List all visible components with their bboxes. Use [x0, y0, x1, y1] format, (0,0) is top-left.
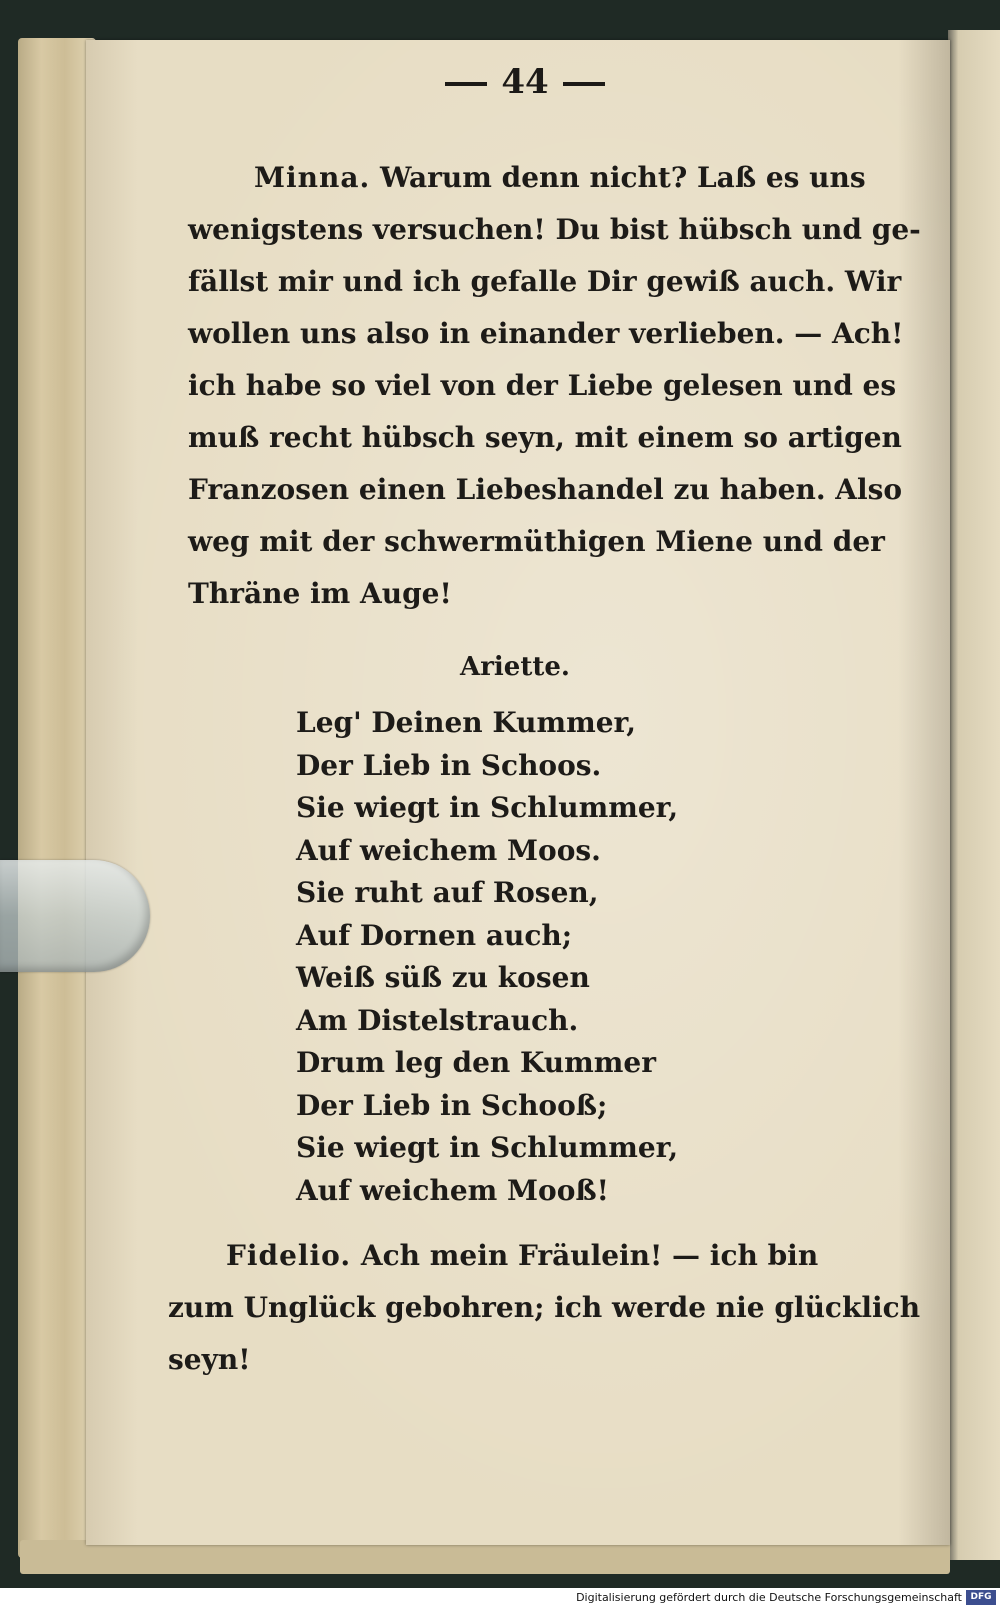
speaker-name: Minna.	[254, 161, 371, 194]
speech-line: wollen uns also in einander verlieben. — Ach!	[188, 317, 904, 350]
verse-line: Der Lieb in Schooß;	[296, 1088, 608, 1122]
speech-line: muß recht hübsch seyn, mit einem so artigen	[188, 421, 902, 454]
verse-line: Auf weichem Moos.	[296, 833, 601, 867]
verse-line: Sie wiegt in Schlummer,	[296, 1131, 679, 1164]
speech-line: seyn!	[168, 1343, 251, 1376]
ariette-verse	[296, 702, 679, 1212]
fidelio-speech	[168, 1230, 921, 1386]
speech-line: Franzosen einen Liebeshandel zu haben. Also	[188, 473, 903, 506]
facing-page-edge	[948, 30, 1000, 1560]
ariette-heading: Ariette.	[460, 652, 570, 682]
verse-line: Sie ruht auf Rosen,	[296, 876, 599, 909]
speech-line-text: Warum denn nicht? Laß es uns	[380, 161, 866, 194]
minna-speech	[188, 152, 921, 620]
speech-line: wenigstens versuchen! Du bist hübsch und ge-	[188, 213, 921, 246]
verse-line: Auf Dornen auch;	[296, 918, 573, 952]
verse-line: Am Distelstrauch.	[296, 1003, 579, 1037]
page-clip	[0, 860, 150, 972]
speech-line: fällst mir und ich gefalle Dir gewiß auch. Wir	[188, 265, 902, 298]
verse-line: Weiß süß zu kosen	[296, 961, 590, 994]
dfg-logo: DFG	[966, 1590, 996, 1605]
speech-line-text: Ach mein Fräulein! — ich bin	[360, 1239, 819, 1272]
speech-line: zum Unglück gebohren; ich werde nie glücklich	[168, 1291, 921, 1324]
book-page-edges	[18, 38, 96, 1558]
speech-line: Thräne im Auge!	[188, 577, 452, 610]
speaker-name: Fidelio.	[226, 1239, 352, 1272]
verse-line: Auf weichem Mooß!	[296, 1173, 609, 1207]
speech-line	[168, 1230, 818, 1282]
verse-line: Leg' Deinen Kummer,	[296, 706, 637, 739]
speech-line	[188, 152, 866, 204]
speech-line: ich habe so viel von der Liebe gelesen und es	[188, 369, 897, 402]
verse-line: Der Lieb in Schoos.	[296, 748, 602, 782]
speech-line: weg mit der schwermüthigen Miene und der	[188, 525, 885, 558]
verse-line: Sie wiegt in Schlummer,	[296, 791, 679, 824]
book-bottom-edge	[20, 1540, 950, 1574]
digitization-credit: Digitalisierung gefördert durch die Deutsche Forschungsgemeinschaft	[576, 1591, 962, 1604]
verse-line: Drum leg den Kummer	[296, 1046, 656, 1079]
page-number: 44	[415, 62, 635, 102]
